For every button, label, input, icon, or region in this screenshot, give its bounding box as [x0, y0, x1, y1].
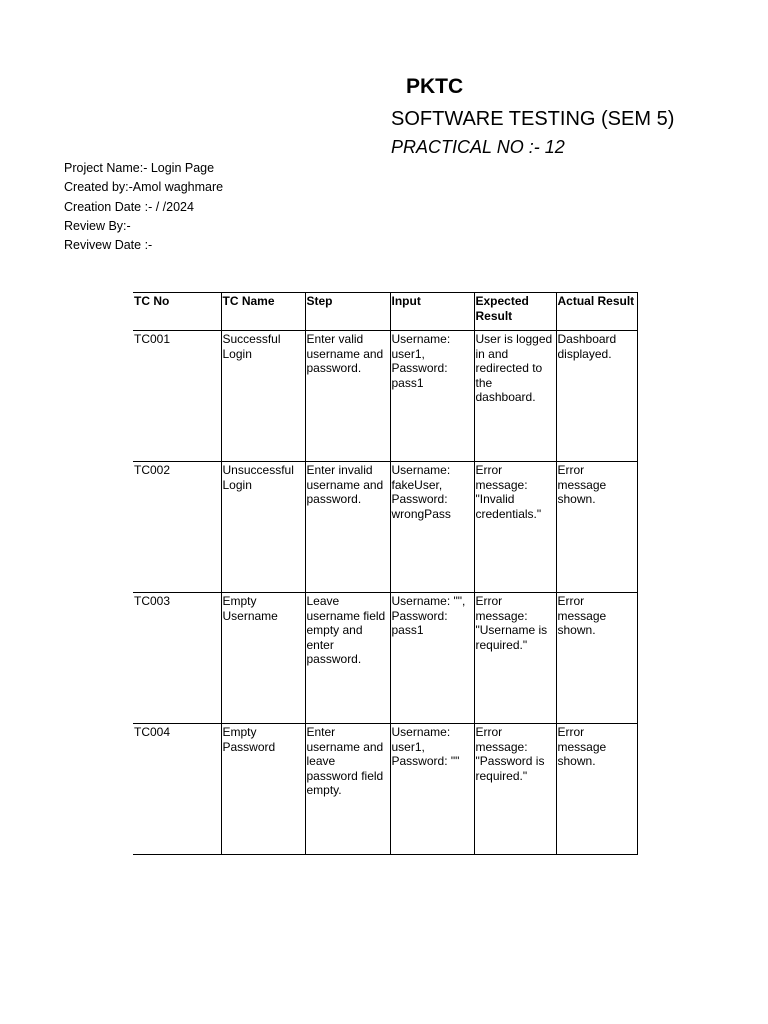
cell-expected-result: User is logged in and redirected to the dashboard.: [474, 331, 556, 462]
cell-expected-result: Error message: "Username is required.": [474, 593, 556, 724]
cell-actual-result: Error message shown.: [556, 462, 637, 593]
table-row: [133, 331, 637, 462]
header-step: Step: [305, 293, 390, 331]
cell-expected-result: Error message: "Password is required.": [474, 724, 556, 855]
cell-tc-name: Unsuccessful Login: [221, 462, 305, 593]
cell-actual-result: Dashboard displayed.: [556, 331, 637, 462]
subject-title: SOFTWARE TESTING (SEM 5): [391, 108, 675, 130]
cell-step: Enter invalid username and password.: [305, 462, 390, 593]
review-by: Review By:-: [64, 218, 131, 233]
header-tc-name: TC Name: [221, 293, 305, 331]
cell-expected-result: Error message: "Invalid credentials.": [474, 462, 556, 593]
cell-tc-no: TC001: [133, 331, 221, 462]
created-by: Created by:-Amol waghmare: [64, 180, 224, 195]
header-actual-result: Actual Result: [556, 293, 637, 331]
cell-input: Username: user1, Password: pass1: [390, 331, 474, 462]
cell-actual-result: Error message shown.: [556, 724, 637, 855]
project-name: Project Name:- Login Page: [64, 161, 215, 175]
header-input: Input: [390, 293, 474, 331]
table-row: [133, 462, 637, 593]
cell-tc-no: TC004: [133, 724, 221, 855]
org-title: PKTC: [406, 75, 464, 98]
cell-step: Leave username field empty and enter password.: [305, 593, 390, 724]
cell-input: Username: fakeUser, Password: wrongPass: [390, 462, 474, 593]
cell-input: Username: user1, Password: "": [390, 724, 474, 855]
cell-tc-no: TC003: [133, 593, 221, 724]
test-case-table: [133, 292, 638, 855]
review-date: Revivew Date :-: [64, 238, 153, 253]
header-expected-result: Expected Result: [474, 293, 556, 331]
cell-actual-result: Error message shown.: [556, 593, 637, 724]
cell-tc-name: Successful Login: [221, 331, 305, 462]
practical-number: PRACTICAL NO :- 12: [391, 137, 565, 157]
project-meta: [64, 159, 223, 255]
table-row: [133, 724, 637, 855]
table-header-row: [133, 293, 637, 331]
cell-tc-name: Empty Username: [221, 593, 305, 724]
table-row: [133, 593, 637, 724]
header-tc-no: TC No: [133, 293, 221, 331]
cell-tc-no: TC002: [133, 462, 221, 593]
cell-step: Enter username and leave password field empty.: [305, 724, 390, 855]
cell-step: Enter valid username and password.: [305, 331, 390, 462]
cell-tc-name: Empty Password: [221, 724, 305, 855]
cell-input: Username: "", Password: pass1: [390, 593, 474, 724]
creation-date: Creation Date :- / /2024: [64, 199, 194, 214]
